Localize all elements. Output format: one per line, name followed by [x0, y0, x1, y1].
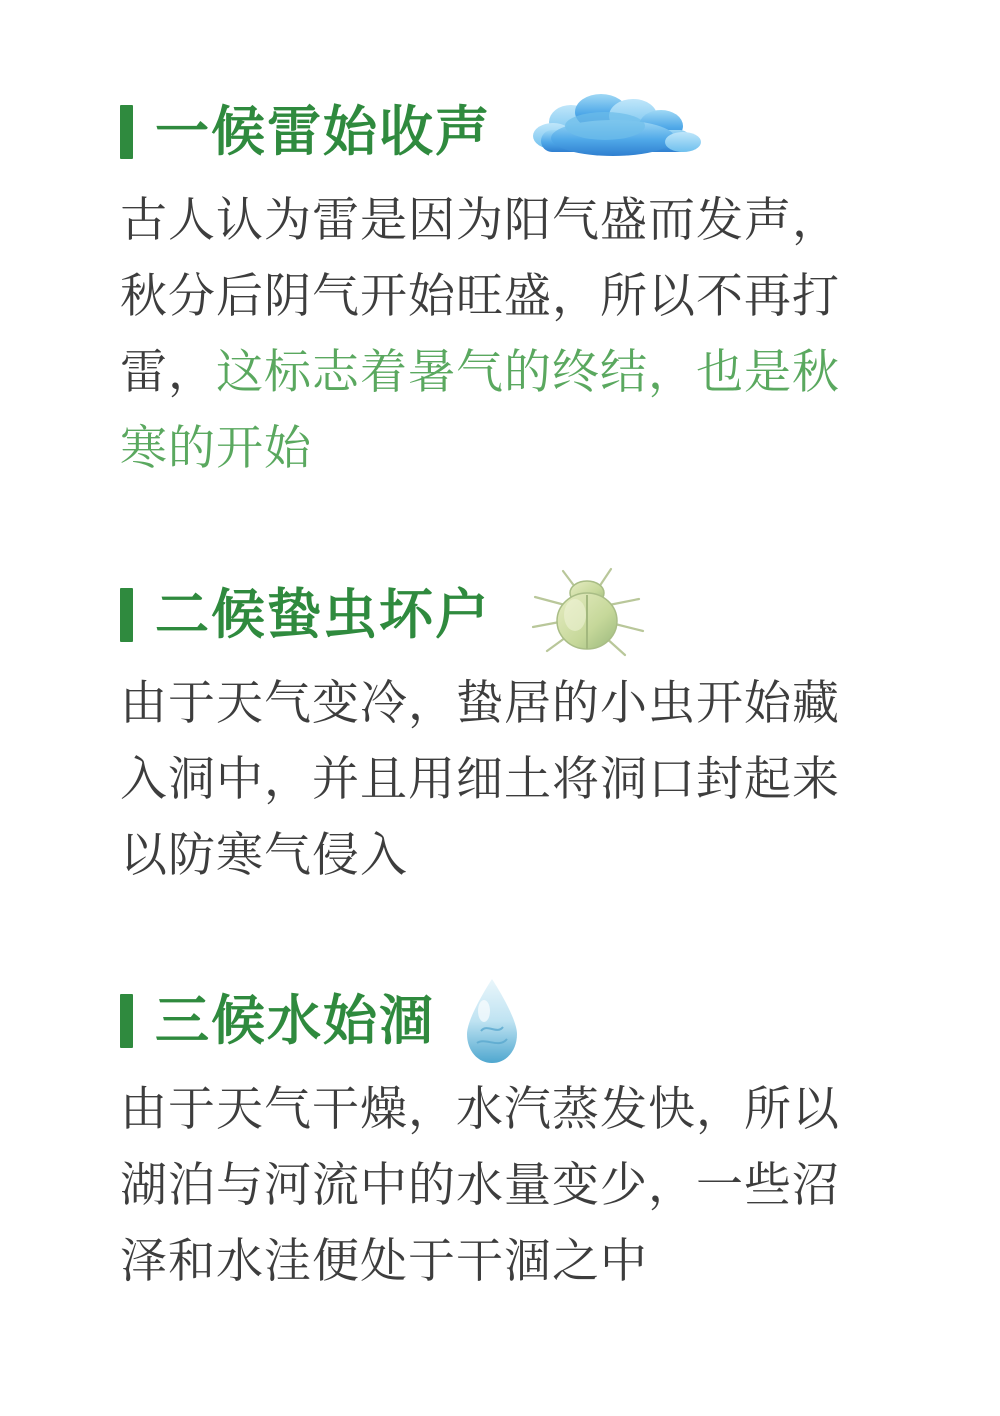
heading-accent-bar [120, 994, 133, 1048]
section-body-highlight: 这标志着暑气的终结，也是秋寒的开始 [120, 345, 840, 475]
beetle-icon [513, 565, 673, 665]
section-body [120, 1071, 880, 1299]
heading-accent-bar [120, 588, 133, 642]
section-heading-title: 三候水始涸 [155, 990, 435, 1051]
section-heading-title: 一候雷始收声 [155, 102, 491, 162]
section-second-pentad [120, 579, 880, 893]
section-body [120, 182, 880, 487]
section-third-pentad [120, 985, 880, 1299]
section-heading-row [120, 96, 880, 168]
water-drop-icon [457, 971, 527, 1071]
cloud-icon [513, 92, 713, 172]
section-body-plain: 由于天气干燥，水汽蒸发快，所以湖泊与河流中的水量变少，一些沼泽和水洼便处于干涸之中 [120, 1081, 840, 1288]
section-body-plain: 由于天气变冷，蛰居的小虫开始藏入洞中，并且用细土将洞口封起来以防寒气侵入 [120, 675, 840, 881]
section-first-pentad [120, 96, 880, 487]
section-heading-row [120, 985, 880, 1057]
section-body-plain: 古人认为雷是因为阳气盛而发声，秋分后阴气开始旺盛，所以不再打雷， [120, 193, 840, 399]
heading-accent-bar [120, 105, 133, 159]
section-heading-row [120, 579, 880, 651]
section-heading-title: 二候蛰虫坏户 [155, 584, 491, 645]
section-body [120, 665, 880, 893]
